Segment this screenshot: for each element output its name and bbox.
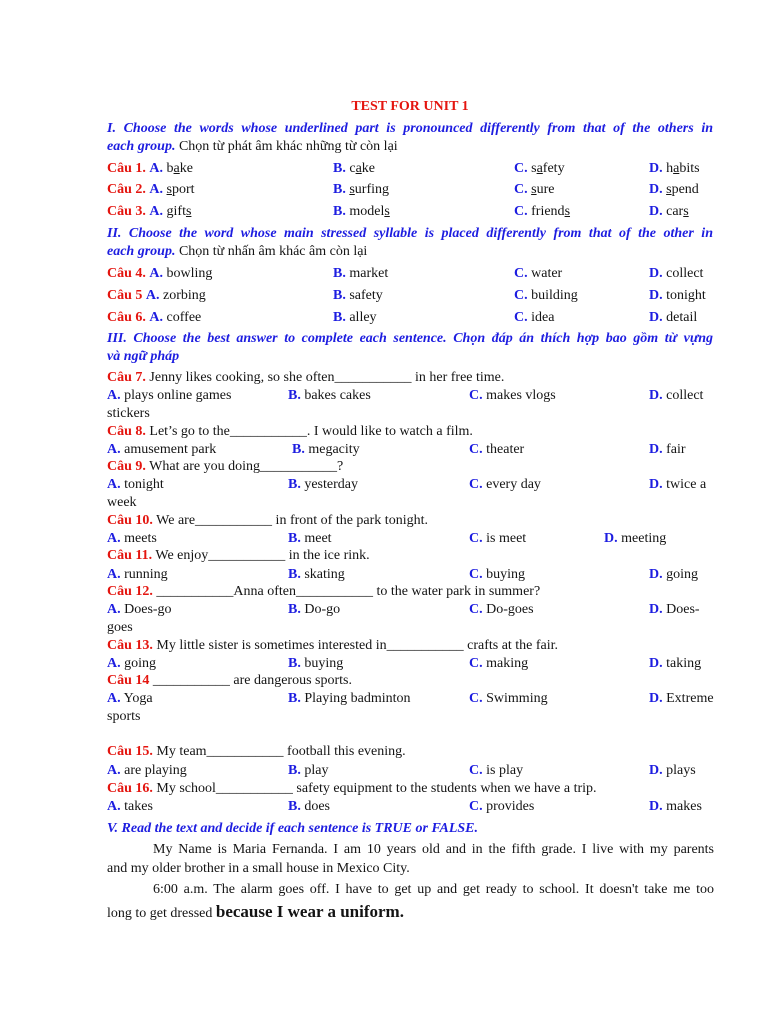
option-letter: D. xyxy=(649,182,663,197)
option-a xyxy=(107,762,187,780)
option-letter: B. xyxy=(288,656,301,671)
option-letter: C. xyxy=(469,531,483,546)
question-5-option-d xyxy=(649,287,706,305)
option-text: megacity xyxy=(308,442,360,457)
option-letter: D. xyxy=(649,310,663,325)
question-1-option-c xyxy=(514,160,565,178)
option-letter: A. xyxy=(107,656,121,671)
option-d xyxy=(649,387,703,405)
option-text: Extreme xyxy=(666,691,714,706)
section-2-heading: II. Choose the word whose main stressed syllable is placed differently from that of the other in xyxy=(107,226,713,241)
option-c xyxy=(469,476,541,494)
option-letter: B. xyxy=(288,691,301,706)
question-2-option-a xyxy=(107,181,195,199)
option-b xyxy=(288,387,371,405)
option-letter: B. xyxy=(288,799,301,814)
word-part: ure xyxy=(536,182,555,197)
underlined-part: s xyxy=(185,204,192,219)
section-2-heading-end: each group. xyxy=(107,244,176,259)
option-letter: D. xyxy=(649,288,663,303)
option-letter: B. xyxy=(333,161,346,176)
question-1-option-d xyxy=(649,160,700,178)
option-letter: B. xyxy=(288,567,301,582)
underlined-part: a xyxy=(536,161,543,176)
question-6-option-c xyxy=(514,309,554,327)
option-a xyxy=(107,387,231,405)
option-text: idea xyxy=(531,310,555,325)
option-letter: D. xyxy=(649,656,663,671)
word-part: friend xyxy=(531,204,565,219)
option-text: Playing badminton xyxy=(304,691,411,706)
option-d xyxy=(649,441,686,459)
question-2-option-c xyxy=(514,181,554,199)
question-label: Câu 7. xyxy=(107,370,146,385)
option-c xyxy=(469,441,524,459)
option-text: plays xyxy=(666,763,696,778)
question-text: We enjoy___________ in the ice rink. xyxy=(155,548,370,563)
reading-paragraph-2-line-2 xyxy=(107,901,404,923)
question-4 xyxy=(0,265,768,283)
option-letter: B. xyxy=(288,763,301,778)
option-b xyxy=(288,530,332,548)
option-word xyxy=(349,161,375,176)
option-word xyxy=(349,204,389,219)
option-text: are playing xyxy=(124,763,187,778)
option-c xyxy=(469,387,556,405)
option-b xyxy=(292,441,360,459)
option-text: bowling xyxy=(166,266,213,281)
option-letter: C. xyxy=(469,763,483,778)
option-word xyxy=(349,182,389,197)
question-label: Câu 13. xyxy=(107,638,153,653)
option-word xyxy=(531,182,554,197)
question-12-stem xyxy=(107,583,540,601)
option-letter: C. xyxy=(514,266,528,281)
option-text: zorbing xyxy=(163,288,206,303)
option-d-continued: sports xyxy=(107,709,141,724)
option-a xyxy=(107,690,153,708)
option-text: building xyxy=(531,288,578,303)
option-letter: A. xyxy=(107,763,121,778)
word-part: bits xyxy=(679,161,700,176)
question-text: ___________ are dangerous sports. xyxy=(152,673,352,688)
option-text: meet xyxy=(304,531,332,546)
question-label: Câu 8. xyxy=(107,424,146,439)
question-2-option-b xyxy=(333,181,389,199)
option-text: buying xyxy=(486,567,526,582)
question-2 xyxy=(0,181,768,199)
question-9-options xyxy=(0,476,768,494)
option-text: detail xyxy=(666,310,698,325)
option-d xyxy=(649,566,698,584)
question-11-options xyxy=(0,566,768,584)
option-letter: C. xyxy=(514,204,528,219)
option-letter: D. xyxy=(649,567,663,582)
question-4-option-a xyxy=(107,265,212,283)
reading-text: long to get dressed xyxy=(107,906,213,921)
option-letter: D. xyxy=(604,531,618,546)
option-letter: D. xyxy=(649,442,663,457)
option-letter: A. xyxy=(107,799,121,814)
option-text: plays online games xyxy=(124,388,232,403)
question-text: Jenny likes cooking, so she often___________ in her free time. xyxy=(149,370,505,385)
question-10-options xyxy=(0,530,768,548)
underlined-part: s xyxy=(349,182,355,197)
option-letter: D. xyxy=(649,204,663,219)
question-label: Câu 6. xyxy=(107,310,146,325)
option-text: every day xyxy=(486,477,541,492)
question-10-stem xyxy=(107,512,428,530)
option-letter: B. xyxy=(333,182,346,197)
option-letter: A. xyxy=(149,161,164,176)
question-label: Câu 2. xyxy=(107,182,146,197)
option-text: skating xyxy=(304,567,345,582)
option-text: market xyxy=(349,266,389,281)
option-letter: B. xyxy=(333,266,346,281)
section-1-note: Chọn từ phát âm khác những từ còn lại xyxy=(178,139,398,154)
question-11-stem xyxy=(107,547,370,565)
question-3 xyxy=(0,203,768,221)
option-word xyxy=(167,182,195,197)
question-1-option-a xyxy=(107,160,193,178)
option-letter: B. xyxy=(333,288,346,303)
option-text: amusement park xyxy=(124,442,217,457)
question-label: Câu 1. xyxy=(107,161,146,176)
option-d-continued: week xyxy=(107,495,137,510)
question-text: Let’s go to the___________. I would like to watch a film. xyxy=(149,424,473,439)
option-letter: A. xyxy=(107,477,121,492)
option-b xyxy=(288,762,328,780)
option-letter: C. xyxy=(469,388,483,403)
option-text: running xyxy=(124,567,168,582)
option-letter: C. xyxy=(469,442,483,457)
option-letter: C. xyxy=(469,477,483,492)
option-text: is play xyxy=(486,763,524,778)
option-letter: A. xyxy=(107,388,121,403)
option-text: play xyxy=(304,763,329,778)
option-letter: D. xyxy=(649,161,663,176)
reading-paragraph-1-line-1: My Name is Maria Fernanda. I am 10 years old and in the fifth grade. I live with my parents xyxy=(153,842,714,857)
option-c xyxy=(469,690,548,708)
question-8-options xyxy=(0,441,768,459)
option-letter: C. xyxy=(514,288,528,303)
question-5-option-a xyxy=(107,287,206,305)
option-letter: C. xyxy=(514,161,528,176)
option-d-continued: stickers xyxy=(107,406,150,421)
option-a xyxy=(107,601,172,619)
option-text: Yoga xyxy=(123,691,153,706)
question-label: Câu 5 xyxy=(107,288,143,303)
option-letter: A. xyxy=(107,531,121,546)
word-part: b xyxy=(166,161,174,176)
option-text: fair xyxy=(666,442,686,457)
question-1-option-b xyxy=(333,160,375,178)
question-5 xyxy=(0,287,768,305)
option-letter: B. xyxy=(288,602,301,617)
option-text: buying xyxy=(304,656,344,671)
question-6-option-a xyxy=(107,309,201,327)
option-d xyxy=(649,655,701,673)
section-1-heading: I. Choose the words whose underlined part is pronounced differently from that of the others in xyxy=(107,121,713,136)
question-8-stem xyxy=(107,423,473,441)
option-a xyxy=(107,566,168,584)
question-3-option-d xyxy=(649,203,689,221)
option-text: makes xyxy=(666,799,702,814)
option-text: theater xyxy=(486,442,525,457)
question-12-options xyxy=(0,601,768,619)
reading-paragraph-1-line-2: and my older brother in a small house in Mexico City. xyxy=(107,861,410,876)
option-letter: B. xyxy=(333,204,346,219)
option-letter: D. xyxy=(649,477,663,492)
question-6-option-b xyxy=(333,309,377,327)
option-b xyxy=(288,655,343,673)
question-3-option-c xyxy=(514,203,570,221)
option-text: going xyxy=(124,656,157,671)
word-part: port xyxy=(171,182,195,197)
option-text: meets xyxy=(124,531,157,546)
word-part: h xyxy=(666,161,674,176)
question-4-option-d xyxy=(649,265,703,283)
word-part: ke xyxy=(179,161,193,176)
section-1-heading-continued xyxy=(107,138,398,156)
word-part: c xyxy=(349,161,356,176)
question-text: My little sister is sometimes interested in___________ crafts at the fair. xyxy=(156,638,559,653)
option-text: tonight xyxy=(124,477,164,492)
section-2-note: Chọn từ nhấn âm khác âm còn lại xyxy=(178,244,368,259)
emphasized-text: because I wear a uniform. xyxy=(215,902,404,921)
option-letter: C. xyxy=(469,691,483,706)
option-letter: A. xyxy=(149,182,164,197)
option-text: alley xyxy=(349,310,377,325)
question-4-option-c xyxy=(514,265,562,283)
option-letter: A. xyxy=(107,691,121,706)
option-a xyxy=(107,530,157,548)
option-b xyxy=(288,566,345,584)
word-part: s xyxy=(531,161,537,176)
word-part: urfing xyxy=(354,182,390,197)
option-letter: A. xyxy=(107,602,121,617)
word-part: pend xyxy=(671,182,699,197)
option-text: Do-goes xyxy=(486,602,534,617)
option-a xyxy=(107,655,156,673)
section-2-heading-continued xyxy=(107,243,367,261)
underlined-part: s xyxy=(666,182,672,197)
option-letter: B. xyxy=(288,477,301,492)
option-c xyxy=(469,798,534,816)
option-letter: B. xyxy=(288,531,301,546)
option-letter: D. xyxy=(649,388,663,403)
option-d xyxy=(649,690,714,708)
question-text: ___________Anna often___________ to the water park in summer? xyxy=(156,584,541,599)
option-text: does xyxy=(304,799,331,814)
option-letter: D. xyxy=(649,691,663,706)
option-c xyxy=(469,762,523,780)
option-b xyxy=(288,798,330,816)
option-text: tonight xyxy=(666,288,706,303)
underlined-part: s xyxy=(683,204,689,219)
option-letter: A. xyxy=(145,288,160,303)
question-16-stem xyxy=(107,780,597,798)
question-1 xyxy=(0,160,768,178)
option-text: twice a xyxy=(666,477,707,492)
question-3-option-b xyxy=(333,203,390,221)
option-letter: B. xyxy=(333,310,346,325)
option-letter: D. xyxy=(649,602,663,617)
question-text: We are___________ in front of the park tonight. xyxy=(156,513,428,528)
question-14-stem xyxy=(107,672,352,690)
question-14-options xyxy=(0,690,768,708)
question-6 xyxy=(0,309,768,327)
option-text: bakes cakes xyxy=(304,388,371,403)
option-letter: B. xyxy=(288,388,301,403)
option-b xyxy=(288,476,358,494)
option-c xyxy=(469,530,526,548)
option-letter: C. xyxy=(469,656,483,671)
option-b xyxy=(288,690,411,708)
question-5-option-b xyxy=(333,287,383,305)
option-letter: D. xyxy=(649,266,663,281)
option-text: coffee xyxy=(166,310,202,325)
question-label: Câu 15. xyxy=(107,744,153,759)
question-4-option-b xyxy=(333,265,388,283)
question-15-options xyxy=(0,762,768,780)
underlined-part: s xyxy=(564,204,571,219)
question-label: Câu 14 xyxy=(107,673,150,688)
option-a xyxy=(107,441,216,459)
question-label: Câu 16. xyxy=(107,781,153,796)
option-text: collect xyxy=(666,266,704,281)
question-9-stem xyxy=(107,458,343,476)
question-text: What are you doing___________? xyxy=(149,459,344,474)
option-text: taking xyxy=(666,656,702,671)
option-text: Does- xyxy=(666,602,700,617)
question-3-option-a xyxy=(107,203,191,221)
word-part: car xyxy=(666,204,684,219)
option-d xyxy=(649,762,696,780)
option-letter: A. xyxy=(107,442,121,457)
option-letter: A. xyxy=(149,204,164,219)
option-word xyxy=(666,161,699,176)
question-13-stem xyxy=(107,637,558,655)
option-c xyxy=(469,566,525,584)
question-label: Câu 9. xyxy=(107,459,146,474)
option-letter: A. xyxy=(107,567,121,582)
option-word xyxy=(531,161,564,176)
option-text: yesterday xyxy=(304,477,358,492)
option-a xyxy=(107,798,153,816)
question-label: Câu 12. xyxy=(107,584,153,599)
underlined-part: s xyxy=(384,204,390,219)
option-text: Do-go xyxy=(304,602,341,617)
question-6-option-d xyxy=(649,309,697,327)
option-word xyxy=(167,204,192,219)
word-part: ke xyxy=(361,161,375,176)
section-1-heading-end: each group. xyxy=(107,139,176,154)
option-d xyxy=(649,798,702,816)
question-label: Câu 3. xyxy=(107,204,146,219)
option-letter: D. xyxy=(649,799,663,814)
option-letter: A. xyxy=(149,310,164,325)
option-letter: B. xyxy=(292,442,305,457)
underlined-part: a xyxy=(355,161,362,176)
option-word xyxy=(531,204,570,219)
question-text: My school___________ safety equipment to the students when we have a trip. xyxy=(156,781,597,796)
section-3-heading: III. Choose the best answer to complete each sentence. Chọn đáp án thích hợp bao gồm từ vựng xyxy=(107,331,713,346)
option-letter: C. xyxy=(514,310,528,325)
word-part: gift xyxy=(166,204,186,219)
option-letter: C. xyxy=(469,602,483,617)
question-16-options xyxy=(0,798,768,816)
option-text: Swimming xyxy=(486,691,548,706)
option-text: safety xyxy=(349,288,383,303)
option-word xyxy=(666,182,699,197)
question-13-options xyxy=(0,655,768,673)
option-letter: C. xyxy=(469,799,483,814)
question-label: Câu 4. xyxy=(107,266,146,281)
section-5-heading: V. Read the text and decide if each sentence is TRUE or FALSE. xyxy=(107,821,479,836)
page-title: TEST FOR UNIT 1 xyxy=(351,99,469,114)
option-d-continued: goes xyxy=(107,620,133,635)
word-part: model xyxy=(349,204,385,219)
option-text: takes xyxy=(124,799,153,814)
question-2-option-d xyxy=(649,181,699,199)
option-c xyxy=(469,655,528,673)
option-text: provides xyxy=(486,799,535,814)
option-text: is meet xyxy=(486,531,527,546)
underlined-part: a xyxy=(673,161,680,176)
option-c xyxy=(469,601,534,619)
question-text: My team___________ football this evening. xyxy=(156,744,406,759)
question-label: Câu 11. xyxy=(107,548,153,563)
question-15-stem xyxy=(107,743,406,761)
option-a xyxy=(107,476,164,494)
option-text: water xyxy=(531,266,563,281)
option-word xyxy=(666,204,689,219)
question-label: Câu 10. xyxy=(107,513,153,528)
option-b xyxy=(288,601,340,619)
option-text: makes vlogs xyxy=(486,388,556,403)
option-text: going xyxy=(666,567,699,582)
option-letter: D. xyxy=(649,763,663,778)
section-3-heading-continued: và ngữ pháp xyxy=(107,349,180,364)
option-text: making xyxy=(486,656,529,671)
underlined-part: a xyxy=(173,161,180,176)
option-d xyxy=(604,530,666,548)
word-part: fety xyxy=(542,161,565,176)
option-d xyxy=(649,476,706,494)
option-text: collect xyxy=(666,388,704,403)
option-letter: C. xyxy=(514,182,528,197)
option-letter: C. xyxy=(469,567,483,582)
underlined-part: s xyxy=(166,182,172,197)
reading-paragraph-2-line-1: 6:00 a.m. The alarm goes off. I have to get up and get ready to school. It doesn't take me too xyxy=(153,882,714,897)
option-d xyxy=(649,601,700,619)
option-text: Does-go xyxy=(124,602,172,617)
underlined-part: s xyxy=(531,182,537,197)
question-5-option-c xyxy=(514,287,578,305)
option-letter: A. xyxy=(149,266,164,281)
question-7-options xyxy=(0,387,768,405)
question-7-stem xyxy=(107,369,504,387)
option-text: meeting xyxy=(621,531,667,546)
option-word xyxy=(167,161,193,176)
